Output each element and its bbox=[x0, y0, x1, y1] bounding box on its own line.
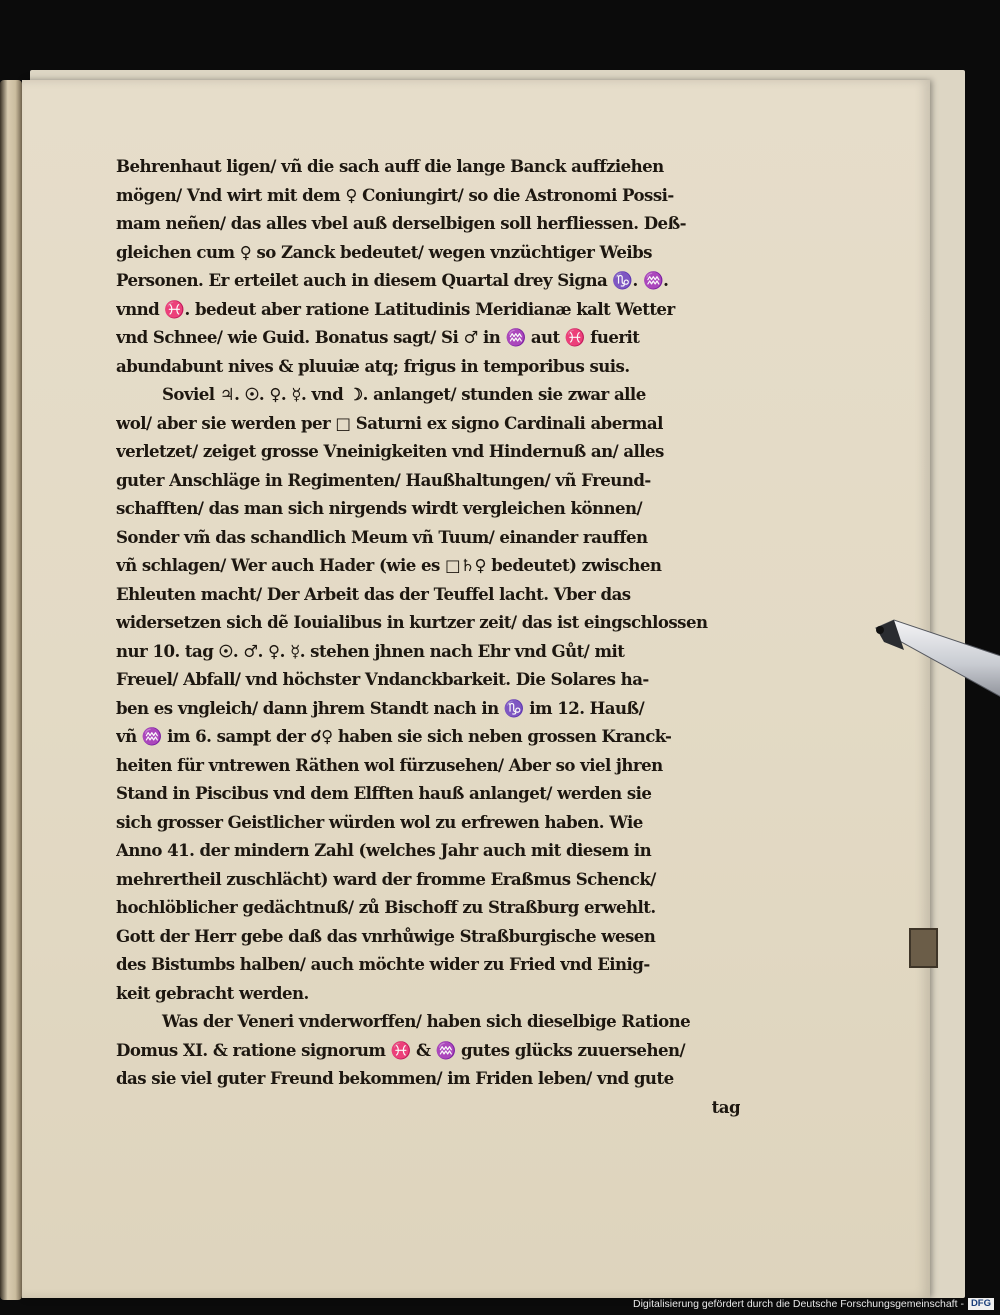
text-line: Personen. Er erteilet auch in diesem Quartal drey Signa ♑. ♒. bbox=[116, 270, 669, 290]
text-line: wol/ aber sie werden per □ Saturni ex signo Cardinali abermal bbox=[116, 412, 663, 433]
text-line: heiten für vntrewen Räthen wol fürzusehen/ Aber so viel jhren bbox=[116, 754, 663, 775]
pen-pointer-icon bbox=[872, 610, 1000, 720]
text-line: vñ schlagen/ Wer auch Hader (wie es □♄♀ bedeutet) zwischen bbox=[116, 555, 662, 575]
text-line: abundabunt nives & pluuiæ atq; frigus in temporibus suis. bbox=[116, 355, 630, 376]
catchword: tag bbox=[711, 1096, 740, 1117]
text-line: Ehleuten macht/ Der Arbeit das der Teuffel lacht. Vber das bbox=[116, 583, 631, 604]
text-line: des Bistumbs halben/ auch möchte wider zu Fried vnd Einig- bbox=[116, 954, 650, 974]
text-line: Stand in Piscibus vnd dem Elfften hauß anlanget/ werden sie bbox=[116, 783, 652, 803]
text-line: Freuel/ Abfall/ vnd höchster Vndanckbarkeit. Die Solares ha- bbox=[116, 669, 649, 689]
text-line: Domus XI. & ratione signorum ♓ & ♒ gutes glücks zuuersehen/ bbox=[116, 1039, 685, 1060]
text-line: Behrenhaut ligen/ vñ die sach auff die lange Banck auffziehen bbox=[116, 156, 664, 176]
text-line: vñ ♒ im 6. sampt der ☌♀ haben sie sich neben grossen Kranck- bbox=[116, 726, 672, 746]
page-text bbox=[116, 152, 740, 1121]
footer-credit bbox=[633, 1297, 994, 1311]
footer-credit-text: Digitalisierung gefördert durch die Deutsche Forschungsgemeinschaft - bbox=[633, 1298, 964, 1310]
text-line: guter Anschläge in Regimenten/ Haußhaltungen/ vñ Freund- bbox=[116, 469, 651, 490]
previous-page-edge bbox=[0, 80, 22, 1300]
text-line: Soviel ♃. ☉. ♀. ☿. vnd ☽. anlanget/ stunden sie zwar alle bbox=[162, 384, 646, 404]
text-line: keit gebracht werden. bbox=[116, 982, 309, 1003]
text-line: sich grosser Geistlicher würden wol zu erfrewen haben. Wie bbox=[116, 811, 643, 832]
page-tab-marker bbox=[909, 928, 938, 968]
text-line: hochlöblicher gedächtnuß/ zů Bischoff zu Straßburg erwehlt. bbox=[116, 897, 656, 917]
text-line: vnnd ♓. bedeut aber ratione Latitudinis Meridianæ kalt Wetter bbox=[116, 298, 675, 319]
text-line: widersetzen sich dẽ Iouialibus in kurtzer zeit/ das ist eingschlossen bbox=[116, 612, 708, 632]
text-line: Anno 41. der mindern Zahl (welches Jahr auch mit diesem in bbox=[116, 840, 652, 860]
text-line: ben es vngleich/ dann jhrem Standt nach in ♑ im 12. Hauß/ bbox=[116, 697, 645, 718]
text-line: vnd Schnee/ wie Guid. Bonatus sagt/ Si ♂ in ♒ aut ♓ fuerit bbox=[116, 327, 640, 347]
text-line: schafften/ das man sich nirgends wirdt vergleichen können/ bbox=[116, 498, 643, 518]
text-line: Sonder vm̃ das schandlich Meum vñ Tuum/ einander rauffen bbox=[116, 526, 648, 547]
text-line: gleichen cum ♀ so Zanck bedeutet/ wegen vnzüchtiger Weibs bbox=[116, 241, 652, 262]
text-line: nur 10. tag ☉. ♂. ♀. ☿. stehen jhnen nach Ehr vnd Gůt/ mit bbox=[116, 640, 625, 661]
text-line: verletzet/ zeiget grosse Vneinigkeiten vnd Hindernuß an/ alles bbox=[116, 441, 664, 461]
text-line: Gott der Herr gebe daß das vnrhůwige Straßburgische wesen bbox=[116, 925, 656, 946]
text-line: Was der Veneri vnderworffen/ haben sich dieselbige Ratione bbox=[162, 1011, 691, 1031]
text-line: mögen/ Vnd wirt mit dem ♀ Coniungirt/ so die Astronomi Possi- bbox=[116, 184, 674, 205]
dfg-logo-icon: DFG bbox=[968, 1298, 994, 1310]
text-line: mam neñen/ das alles vbel auß derselbigen soll herfliessen. Deß- bbox=[116, 213, 686, 233]
text-line: mehrertheil zuschlächt) ward der fromme Eraßmus Schenck/ bbox=[116, 868, 656, 889]
text-line: das sie viel guter Freund bekommen/ im Friden leben/ vnd gute bbox=[116, 1068, 674, 1088]
